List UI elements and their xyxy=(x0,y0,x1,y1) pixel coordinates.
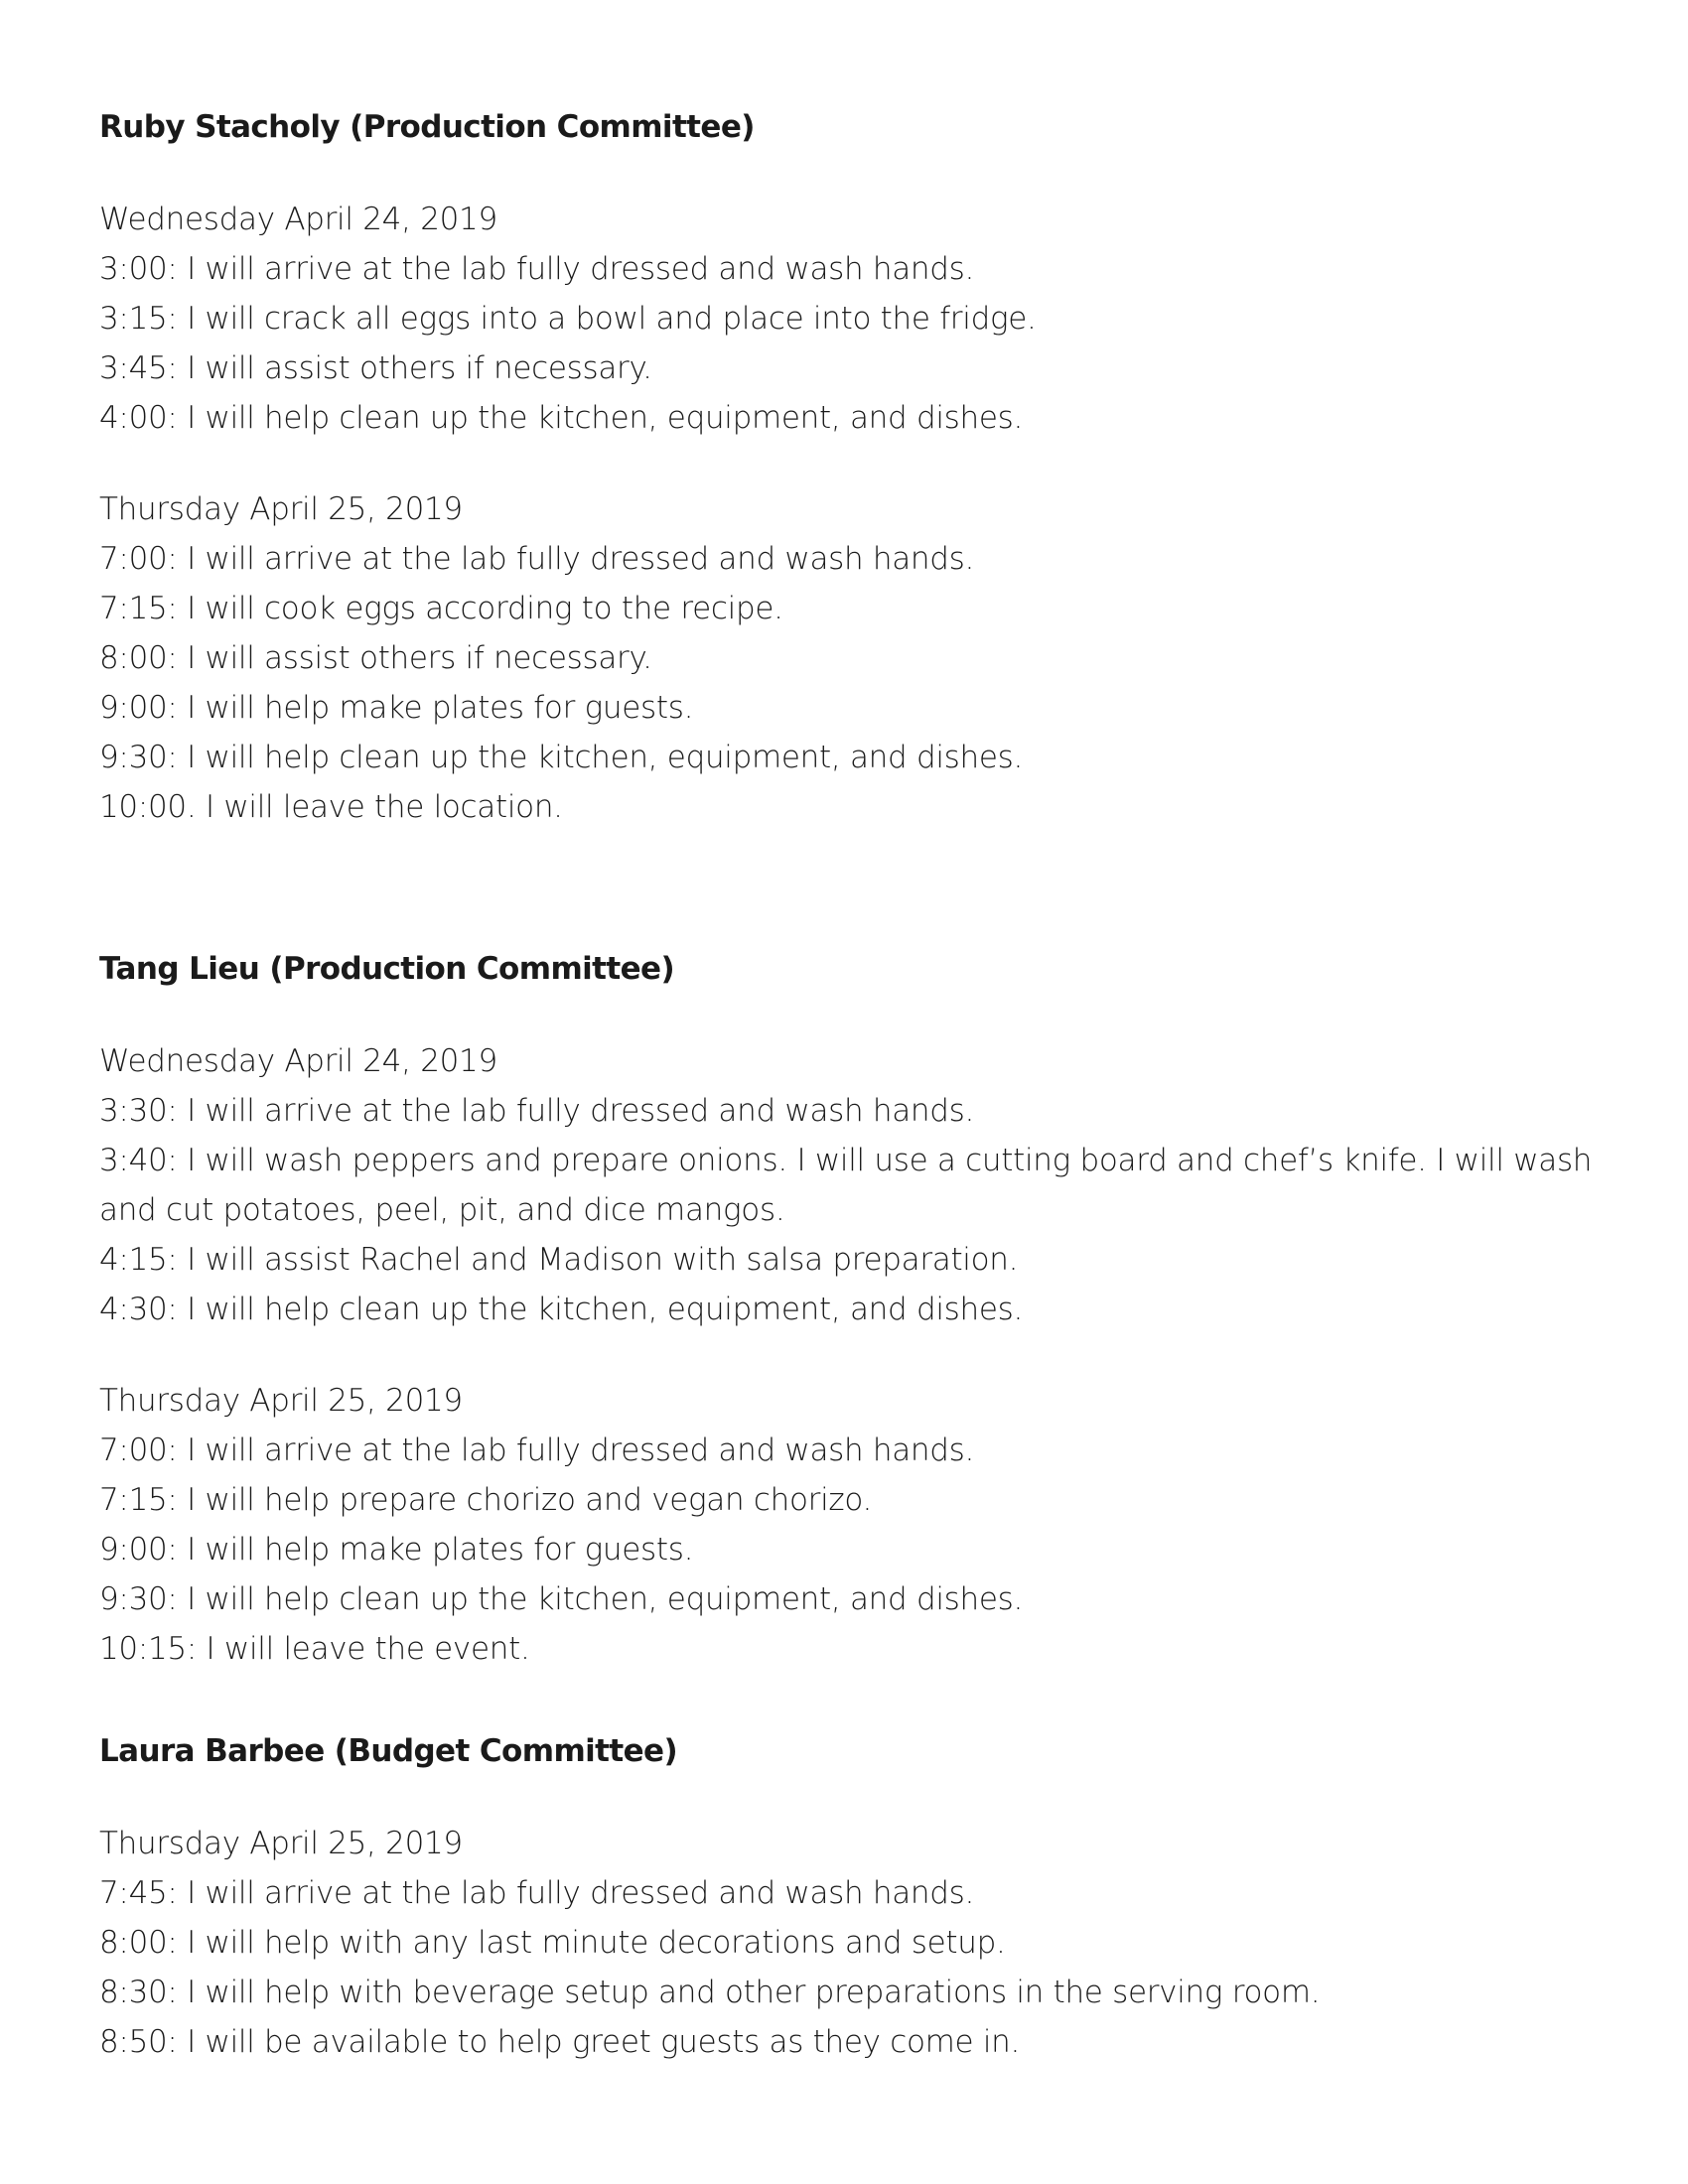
schedule-line: 8:30: I will help with beverage setup and other preparations in the serving room. xyxy=(99,1975,1321,2010)
schedule-line: 7:45: I will arrive at the lab fully dressed and wash hands. xyxy=(99,1875,975,1911)
schedule-line: 3:15: I will crack all eggs into a bowl and place into the fridge. xyxy=(99,301,1037,337)
schedule-line: and cut potatoes, peel, pit, and dice mangos. xyxy=(99,1192,785,1228)
schedule-line: 10:00. I will leave the location. xyxy=(99,789,563,825)
schedule-line: 10:15: I will leave the event. xyxy=(99,1631,530,1667)
day-date: Wednesday April 24, 2019 xyxy=(99,1043,497,1079)
document-page xyxy=(99,97,1628,2067)
day-date: Thursday April 25, 2019 xyxy=(99,1826,463,1861)
schedule-day xyxy=(99,484,1628,832)
schedule-day xyxy=(99,1819,1628,2067)
schedule-line: 8:00: I will help with any last minute decorations and setup. xyxy=(99,1925,1006,1961)
schedule-line: 8:00: I will assist others if necessary. xyxy=(99,640,652,676)
schedule-line: 4:00: I will help clean up the kitchen, equipment, and dishes. xyxy=(99,400,1024,436)
schedule-line: 4:30: I will help clean up the kitchen, equipment, and dishes. xyxy=(99,1292,1024,1327)
schedule-line: 9:00: I will help make plates for guests. xyxy=(99,1532,694,1568)
person-name-heading: Laura Barbee (Budget Committee) xyxy=(99,1733,678,1769)
schedule-line: 9:30: I will help clean up the kitchen, equipment, and dishes. xyxy=(99,740,1024,775)
schedule-line: 7:15: I will help prepare chorizo and vegan chorizo. xyxy=(99,1482,873,1518)
schedule-line: 3:30: I will arrive at the lab fully dressed and wash hands. xyxy=(99,1093,975,1129)
schedule-line: 8:50: I will be available to help greet guests as they come in. xyxy=(99,2024,1021,2060)
schedule-line: 7:00: I will arrive at the lab fully dressed and wash hands. xyxy=(99,541,975,577)
person-name-heading: Ruby Stacholy (Production Committee) xyxy=(99,109,755,145)
day-date: Thursday April 25, 2019 xyxy=(99,1383,463,1419)
person-section-tang xyxy=(99,939,1628,1674)
schedule-line: 3:00: I will arrive at the lab fully dressed and wash hands. xyxy=(99,251,975,287)
schedule-line: 9:30: I will help clean up the kitchen, equipment, and dishes. xyxy=(99,1581,1024,1617)
person-section-ruby xyxy=(99,97,1628,832)
schedule-line: 7:15: I will cook eggs according to the recipe. xyxy=(99,591,783,626)
schedule-line: 4:15: I will assist Rachel and Madison with salsa preparation. xyxy=(99,1242,1019,1278)
schedule-day xyxy=(99,1036,1628,1334)
schedule-line: 7:00: I will arrive at the lab fully dressed and wash hands. xyxy=(99,1433,975,1468)
person-section-laura xyxy=(99,1721,1628,2067)
schedule-line: 3:40: I will wash peppers and prepare onions. I will use a cutting board and chef’s knife. I will wash xyxy=(99,1143,1593,1178)
day-date: Thursday April 25, 2019 xyxy=(99,491,463,527)
schedule-line: 3:45: I will assist others if necessary. xyxy=(99,350,652,386)
day-date: Wednesday April 24, 2019 xyxy=(99,202,497,237)
person-name-heading: Tang Lieu (Production Committee) xyxy=(99,951,675,987)
schedule-line: 9:00: I will help make plates for guests. xyxy=(99,690,694,726)
schedule-day xyxy=(99,195,1628,443)
schedule-day xyxy=(99,1376,1628,1674)
